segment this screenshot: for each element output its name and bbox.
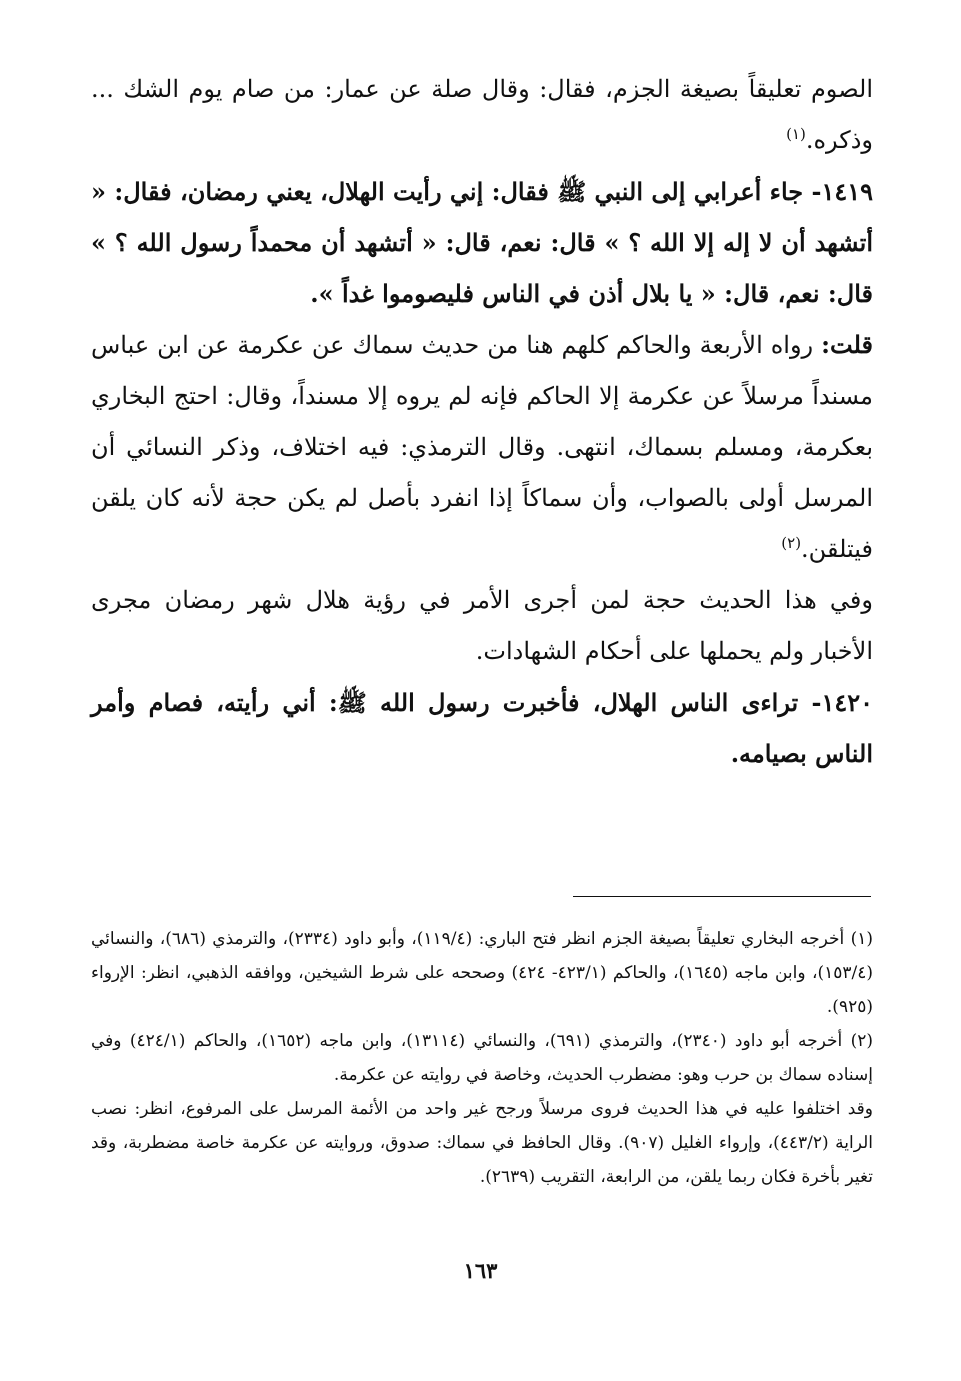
footnote-ref-1: (١): [786, 125, 806, 143]
page-number: ١٦٣: [463, 1258, 498, 1283]
footnote-ref-2: (٢): [781, 534, 802, 552]
footnote-separator: [573, 896, 871, 897]
footnotes: [91, 922, 873, 1194]
commentary-text: رواه الأربعة والحاكم كلهم هنا من حديث سماك عن عكرمة عن ابن عباس مسنداً مرسلاً عن عكرمة إلا الحاكم فإنه لم يروه إلا مسنداً، وقال: احتج البخاري بعكرمة، ومسلم بسماك، انتهى. وقال الترمذي: فيه اختلاف، وذكر النسائي أن المرسل أولى بالصواب، وأن سماكاً إذا انفرد بأصل لم يكن حجة لأنه كان يلقن فيتلقن.: [91, 331, 873, 563]
hadith-1419: ١٤١٩- جاء أعرابي إلى النبي ﷺ فقال: إني رأيت الهلال، يعني رمضان، فقال: « أتشهد أن لا إله إلا الله ؟ » قال: نعم، قال: « أتشهد أن محمداً رسول الله ؟ » قال: نعم، قال: « يا بلال أذن في الناس فليصوموا غداً ».: [91, 177, 873, 308]
footnote-2: (٢) أخرجه أبو داود (٢٣٤٠)، والترمذي (٦٩١)، والنسائي (١٣١١٤)، وابن ماجه (١٦٥٢)، والحاكم (٤٢٤/١) وفي إسناده سماك بن حرب وهو: مضطرب الحديث، وخاصة في روايته عن عكرمة.: [91, 1031, 873, 1085]
main-text: [91, 64, 873, 779]
paragraph-text: الصوم تعليقاً بصيغة الجزم، فقال: وقال صلة عن عمار: من صام يوم الشك ... وذكره.: [91, 75, 874, 154]
paragraph-continuation: [91, 64, 873, 166]
footnote-1: (١) أخرجه البخاري تعليقاً بصيغة الجزم انظر فتح الباري: (١١٩/٤)، وأبو داود (٢٣٣٤)، والترمذي (٦٨٦)، والنسائي (١٥٣/٤)، وابن ماجه (١٦٤٥)، والحاكم (٤٢٣/١- ٤٢٤) وصححه على شرط الشيخين، ووافقه الذهبي، انظر: الإرواء (٩٢٥).: [91, 929, 873, 1017]
paragraph-commentary: [91, 319, 873, 575]
qult-label: قلت:: [821, 330, 873, 359]
hadith-1420: ١٤٢٠- تراءى الناس الهلال، فأخبرت رسول الله ﷺ: أني رأيته، فصام وأمر الناس بصيامه.: [91, 688, 873, 768]
paragraph-argument: وفي هذا الحديث حجة لمن أجرى الأمر في رؤية هلال شهر رمضان مجرى الأخبار ولم يحملها على أحكام الشهادات.: [91, 586, 873, 665]
footnote-2-continuation: وقد اختلفوا عليه في هذا الحديث فروى مرسلاً ورجح غير واحد من الأئمة المرسل على المرفوع، انظر: نصب الراية (٤٤٣/٢)، وإرواء الغليل (٩٠٧). وقال الحافظ في سماك: صدوق، وروايته عن عكرمة خاصة مضطربة، وقد تغير بأخرة فكان ربما يلقن، من الرابعة، التقريب (٢٦٣٩).: [91, 1099, 873, 1187]
